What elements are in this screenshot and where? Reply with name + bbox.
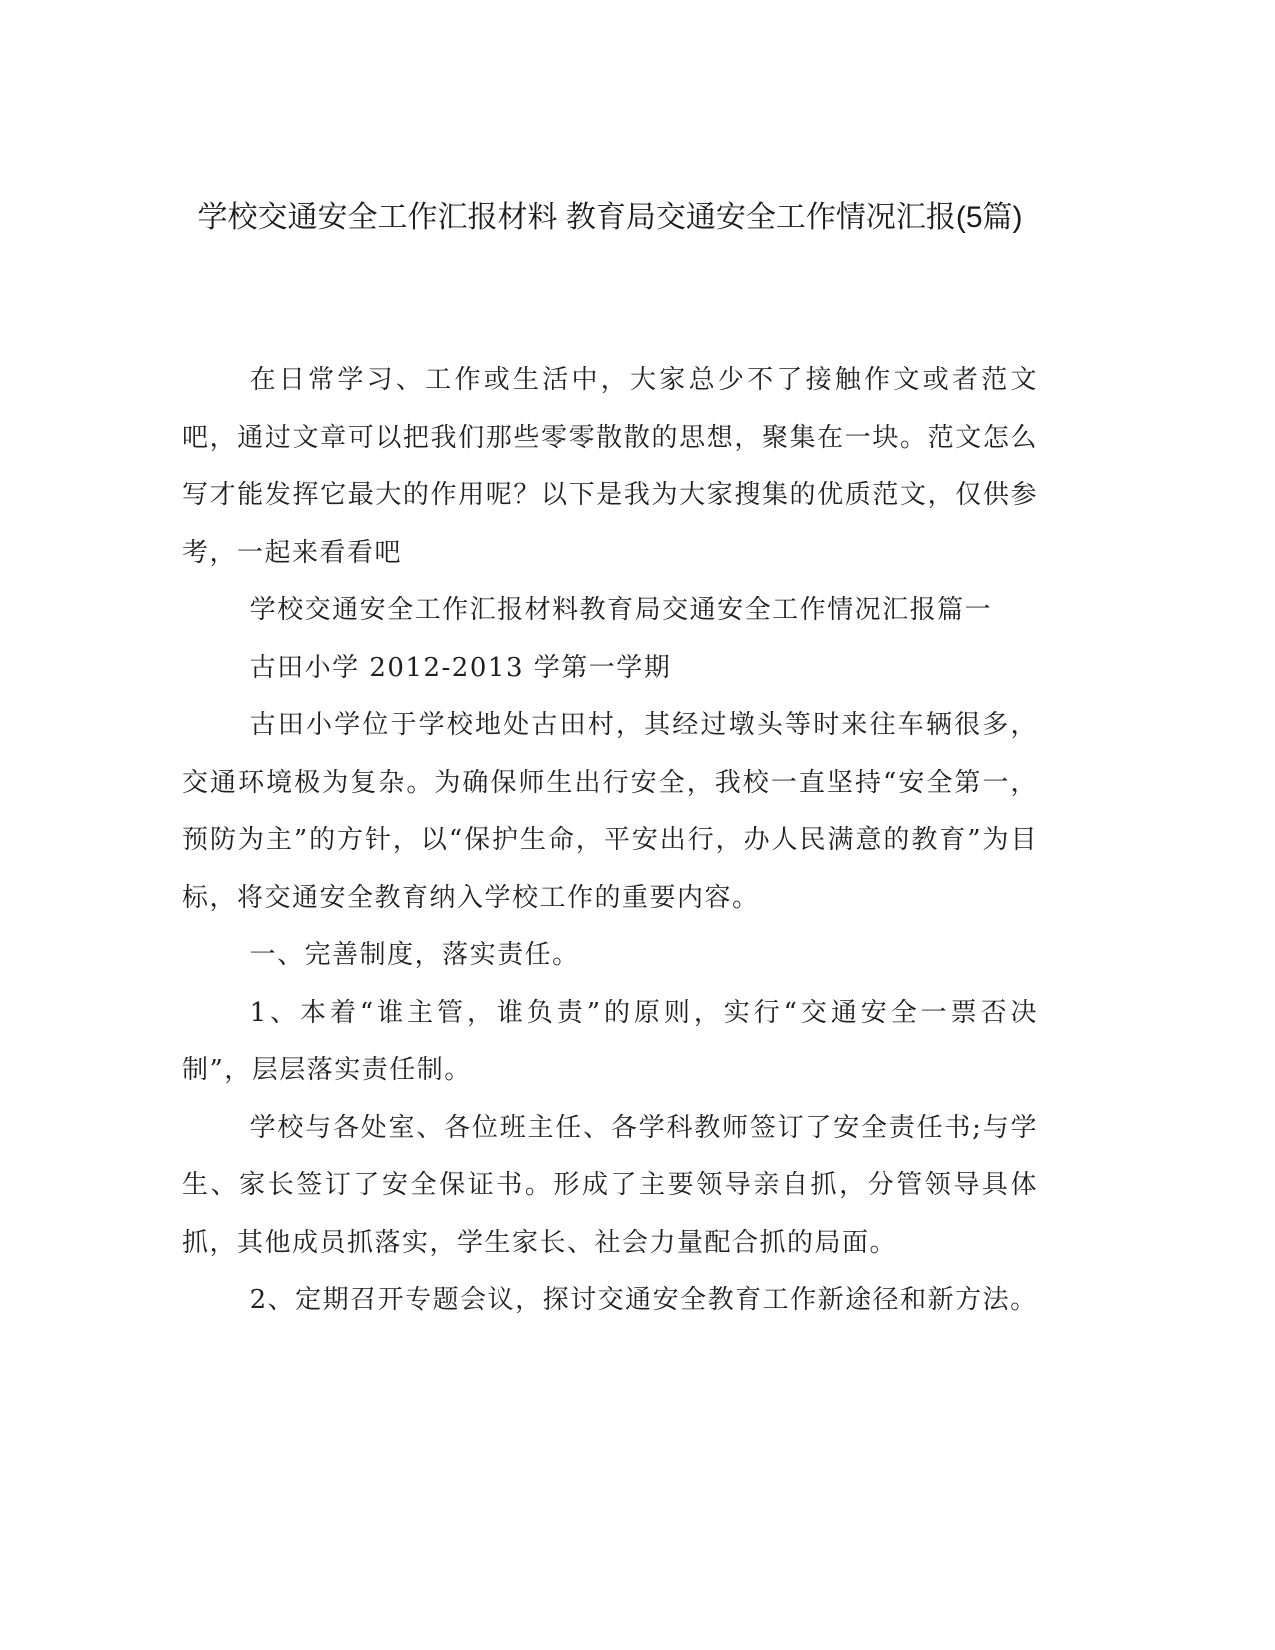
paragraph-heading-one: 一、完善制度，落实责任。 <box>249 940 580 970</box>
document-title: 学校交通安全工作汇报材料 教育局交通安全工作情况汇报(5篇) <box>197 201 1023 234</box>
paragraph-school-background: 古田小学位于学校地处古田村，其经过墩头等时来往车辆很多，交通环境极为复杂。为确保师生出行安全，我校一直坚持“安全第一，预防为主”的方针，以“保护生命，平安出行，办人民满意的教育”为目标，将交通安全教育纳入学校工作的重要内容。 <box>182 710 1038 913</box>
paragraph-responsibility: 学校与各处室、各位班主任、各学科教师签订了安全责任书;与学生、家长签订了安全保证书。形成了主要领导亲自抓，分管领导具体抓，其他成员抓落实，学生家长、社会力量配合抓的局面。 <box>182 1112 1038 1258</box>
paragraph-school-term: 古田小学 2012-2013 学第一学期 <box>249 652 672 683</box>
paragraph-item-two: 2、定期召开专题会议，探讨交通安全教育工作新途径和新方法。 <box>249 1285 1038 1315</box>
paragraph-section-heading: 学校交通安全工作汇报材料教育局交通安全工作情况汇报篇一 <box>249 595 993 625</box>
paragraph-intro: 在日常学习、工作或生活中，大家总少不了接触作文或者范文吧，通过文章可以把我们那些零零散散的思想，聚集在一块。范文怎么写才能发挥它最大的作用呢？以下是我为大家搜集的优质范文，仅供参考，一起来看看吧 <box>182 365 1038 568</box>
document-body <box>182 352 1038 1330</box>
paragraph-item-one: 1、本着“谁主管，谁负责”的原则，实行“交通安全一票否决制”，层层落实责任制。 <box>182 997 1038 1085</box>
